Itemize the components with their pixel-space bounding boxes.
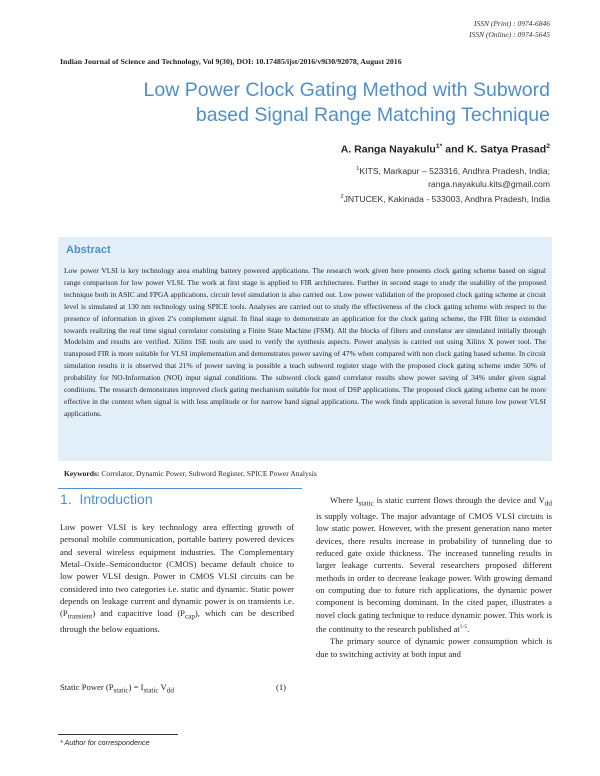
right-paragraph-1: Where $I_{static}$ is static current flows through the device and $V_{dd}$ is supply voltage. The major advantage of CMOS VLSI circuits is low static power. However, with the present generation nano meter devices, there results increase in probability of tunneling due to reduced gate oxide thickness. The increased tunneling results in larger leakage currents. Several researchers proposed different methods in order to decrease leakage power. With growing demand on computing due to future rich applications, the dynamic power component is becoming dominant. In the cited paper, illustrates a novel clock gating technique to reduce dynamic power. This work is the continuity to the research published $at^{1-5}$. bbox=[316, 495, 552, 635]
intro-paragraph-1: Low power VLSI is key technology area effecting growth of personal mobile communication, portable battery powered devices and several wireless equipment industries. The Complementary Metal–Oxide–Semiconductor (CMOS) became default choice to low power VLSI design. Power in CMOS VLSI circuits can be considered into two categories i.e. static and dynamic. Static power depends on leakage current and dynamic power is on transients i.e. $(P_{transient})$ and capacitive load $(P_{cap})$, which can be described through the below equations. bbox=[60, 522, 294, 635]
aff-2-sup: 2 bbox=[340, 194, 344, 200]
keywords-label: Keywords: bbox=[64, 469, 100, 478]
aff-1-line-1: KITS, Markapur – 523316, Andhra Pradesh, India; bbox=[359, 165, 550, 176]
right-column bbox=[316, 494, 552, 660]
affiliation-1 bbox=[356, 163, 550, 191]
abstract-text: Low power VLSI is key technology area enabling battery powered applications. The research work given here presents clock gating scheme based on signal range comparison for low power VLSI. The work at first stage is applied to FIR architectures. Further in second stage to study the usability of the proposed technique both in ASIC and FPGA applications, circuit level simulation is also carried out. Low power validation of the proposed clock gating scheme at circuit level is simulated at 130 nm technology using SPICE tools. Analyses are carried out to study the effectiveness of the clock gating scheme with respect to the presence of information in given 2’s complement signal. In final stage to demonstrate an application for the clock gating scheme, the FIR filter is extended towards realizing the real time signal correlator consisting a Finite State Machine (FSM). All the blocks of filters and correlator are simulated initially through Modelsim and results are verified. Xilinx ISE tools are used to verify the synthesis aspects. Power analysis is carried out using Xilinx X power tool. The transposed FIR is more suitable for VLSI implementation and demonstrates power saving of 47% when compared with non clock gating based scheme. In circuit simulation results it is observed that 21% of power saving is possible a teach subword register stage with the proposed clock gating scheme under 50% of probability for NO-Information (NOI) input signal conditions. The subword clock gated correlator results show power saving of 34% under given signal conditions. The research demonstrates improved clock gating mechanism suitable for most of DSP applications. The proposed clock gating scheme can be more effective in the context when signal is with less amplitude or for narrow band signal applications. The work finds application is several future low power VLSI applications. bbox=[64, 266, 546, 418]
paper-title bbox=[60, 78, 550, 128]
issn-print: ISSN (Print) : 0974-6846 bbox=[473, 19, 550, 28]
author-email[interactable]: ranga.nayakulu.kits@gmail.com bbox=[428, 178, 550, 189]
right-paragraph-2: The primary source of dynamic power consumption which is due to switching activity at both input and bbox=[316, 636, 552, 659]
section-heading bbox=[60, 491, 153, 507]
footnote-rule bbox=[58, 734, 178, 735]
issn-online: ISSN (Online) : 0974-5645 bbox=[468, 30, 550, 39]
section-number: 1. bbox=[60, 491, 72, 507]
author-list bbox=[341, 143, 550, 156]
citation-ref[interactable]: 1-5 bbox=[459, 624, 468, 631]
author-1-sup: 1* bbox=[435, 143, 443, 150]
section-title: Introduction bbox=[79, 491, 153, 507]
author-2-sup: 2 bbox=[546, 143, 550, 150]
equation-number: (1) bbox=[275, 682, 286, 692]
title-line-2: based Signal Range Matching Technique bbox=[195, 104, 550, 126]
equation-1: Static Power $(P_{static}) = I_{static}$ $V_{dd}$ (1) bbox=[60, 682, 286, 695]
author-2: and K. Satya Prasad bbox=[442, 143, 547, 156]
author-1: A. Ranga Nayakulu bbox=[340, 143, 436, 156]
abstract-heading: Abstract bbox=[66, 244, 111, 256]
left-column bbox=[60, 521, 294, 636]
title-line-1: Low Power Clock Gating Method with Subword bbox=[143, 79, 550, 101]
section-rule bbox=[58, 488, 302, 489]
aff-1-sup: 1 bbox=[356, 166, 360, 172]
aff-2-line-1: JNTUCEK, Kakinada - 533003, Andhra Pradesh, India bbox=[343, 193, 550, 204]
footnote: * Author for correspondence bbox=[60, 738, 150, 747]
keywords-text: Correlator, Dynamic Power, Subword Register, SPICE Power Analysis bbox=[99, 469, 317, 478]
journal-citation: Indian Journal of Science and Technology, Vol 9(30), DOI: 10.17485/ijst/2016/v9i30/92078, August 2016 bbox=[60, 57, 402, 66]
affiliation-2 bbox=[341, 191, 550, 206]
keywords bbox=[64, 469, 546, 478]
